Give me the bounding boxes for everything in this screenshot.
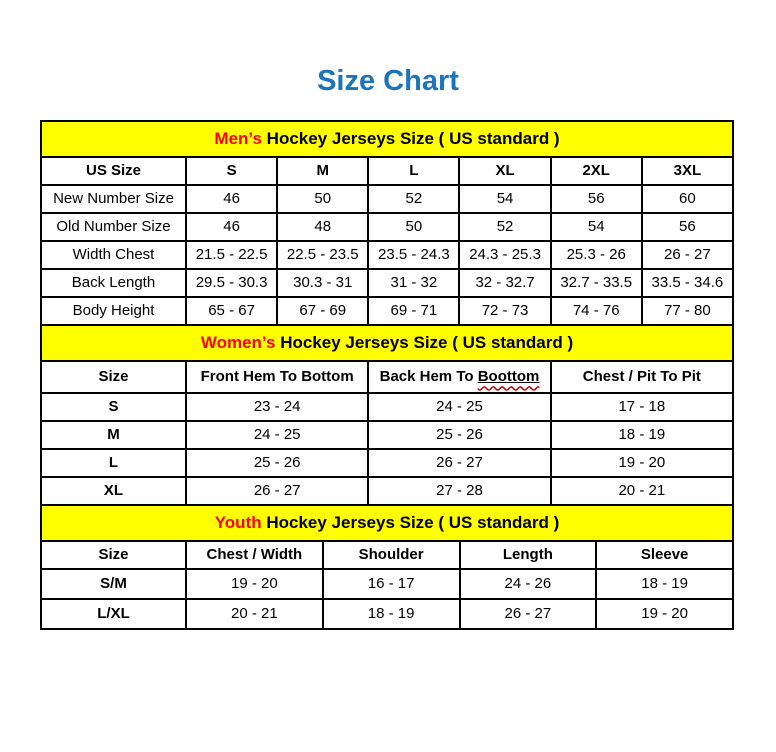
womens-col-size: Size [41,361,186,393]
data-cell: 24 - 25 [368,393,550,421]
size-chart [40,120,734,630]
data-cell: 74 - 76 [551,297,642,325]
data-cell: 32 - 32.7 [459,269,550,297]
table-row [41,297,733,325]
table-row [41,213,733,241]
data-cell: 46 [186,213,277,241]
youth-col-chest-width: Chest / Width [186,541,323,569]
data-cell: 22.5 - 23.5 [277,241,368,269]
data-cell: 16 - 17 [323,569,460,599]
youth-size-table [40,504,734,630]
data-cell: 26 - 27 [186,477,368,505]
table-row [41,599,733,629]
table-row [41,449,733,477]
data-cell: 54 [459,185,550,213]
row-label: Body Height [41,297,186,325]
data-cell: 19 - 20 [596,599,733,629]
data-cell: 31 - 32 [368,269,459,297]
table-row [41,185,733,213]
data-cell: 60 [642,185,733,213]
row-label: M [41,421,186,449]
data-cell: 18 - 19 [596,569,733,599]
table-row [41,241,733,269]
womens-accent-word: Women’s [200,333,276,353]
mens-section-title [41,121,733,157]
data-cell: 52 [459,213,550,241]
data-cell: 26 - 27 [368,449,550,477]
youth-section-title [41,505,733,541]
youth-title-rest: Hockey Jerseys Size ( US standard ) [261,513,560,533]
data-cell: 50 [277,185,368,213]
mens-col-l: L [368,157,459,185]
womens-col-chest: Chest / Pit To Pit [551,361,733,393]
data-cell: 26 - 27 [460,599,597,629]
youth-column-header-row [41,541,733,569]
mens-col-us-size: US Size [41,157,186,185]
page-title: Size Chart [317,65,459,97]
data-cell: 17 - 18 [551,393,733,421]
data-cell: 20 - 21 [551,477,733,505]
table-row [41,393,733,421]
data-cell: 19 - 20 [551,449,733,477]
youth-col-length: Length [460,541,597,569]
data-cell: 46 [186,185,277,213]
data-cell: 23.5 - 24.3 [368,241,459,269]
mens-size-table [40,120,734,326]
data-cell: 67 - 69 [277,297,368,325]
row-label: XL [41,477,186,505]
misspelled-word: Boottom [477,368,540,386]
data-cell: 27 - 28 [368,477,550,505]
youth-accent-word: Youth [214,513,262,533]
mens-col-3xl: 3XL [642,157,733,185]
row-label: S [41,393,186,421]
mens-col-m: M [277,157,368,185]
data-cell: 24.3 - 25.3 [459,241,550,269]
data-cell: 25.3 - 26 [551,241,642,269]
data-cell: 56 [551,185,642,213]
data-cell: 20 - 21 [186,599,323,629]
womens-section-title [41,325,733,361]
mens-accent-word: Men’s [214,129,262,149]
data-cell: 30.3 - 31 [277,269,368,297]
data-cell: 72 - 73 [459,297,550,325]
data-cell: 25 - 26 [186,449,368,477]
row-label: L [41,449,186,477]
mens-column-header-row [41,157,733,185]
table-row [41,477,733,505]
womens-section-header-row [41,325,733,361]
row-label: New Number Size [41,185,186,213]
youth-col-size: Size [41,541,186,569]
data-cell: 52 [368,185,459,213]
data-cell: 33.5 - 34.6 [642,269,733,297]
data-cell: 21.5 - 22.5 [186,241,277,269]
mens-section-header-row [41,121,733,157]
mens-col-xl: XL [459,157,550,185]
womens-column-header-row [41,361,733,393]
row-label: L/XL [41,599,186,629]
row-label: Back Length [41,269,186,297]
row-label: Old Number Size [41,213,186,241]
data-cell: 69 - 71 [368,297,459,325]
data-cell: 18 - 19 [551,421,733,449]
mens-col-2xl: 2XL [551,157,642,185]
womens-col-back-hem [368,361,550,393]
womens-title-rest: Hockey Jerseys Size ( US standard ) [275,333,574,353]
back-hem-prefix: Back Hem To [379,368,478,386]
data-cell: 23 - 24 [186,393,368,421]
misspelling-underline [478,368,540,385]
data-cell: 29.5 - 30.3 [186,269,277,297]
mens-title-rest: Hockey Jerseys Size ( US standard ) [261,129,560,149]
womens-size-table [40,324,734,506]
youth-section-header-row [41,505,733,541]
row-label: S/M [41,569,186,599]
data-cell: 24 - 26 [460,569,597,599]
data-cell: 25 - 26 [368,421,550,449]
data-cell: 50 [368,213,459,241]
data-cell: 32.7 - 33.5 [551,269,642,297]
data-cell: 56 [642,213,733,241]
table-row [41,421,733,449]
youth-col-shoulder: Shoulder [323,541,460,569]
data-cell: 24 - 25 [186,421,368,449]
womens-col-front-hem: Front Hem To Bottom [186,361,368,393]
table-row [41,269,733,297]
data-cell: 19 - 20 [186,569,323,599]
data-cell: 77 - 80 [642,297,733,325]
youth-col-sleeve: Sleeve [596,541,733,569]
mens-col-s: S [186,157,277,185]
data-cell: 54 [551,213,642,241]
data-cell: 65 - 67 [186,297,277,325]
row-label: Width Chest [41,241,186,269]
data-cell: 26 - 27 [642,241,733,269]
table-row [41,569,733,599]
data-cell: 48 [277,213,368,241]
data-cell: 18 - 19 [323,599,460,629]
